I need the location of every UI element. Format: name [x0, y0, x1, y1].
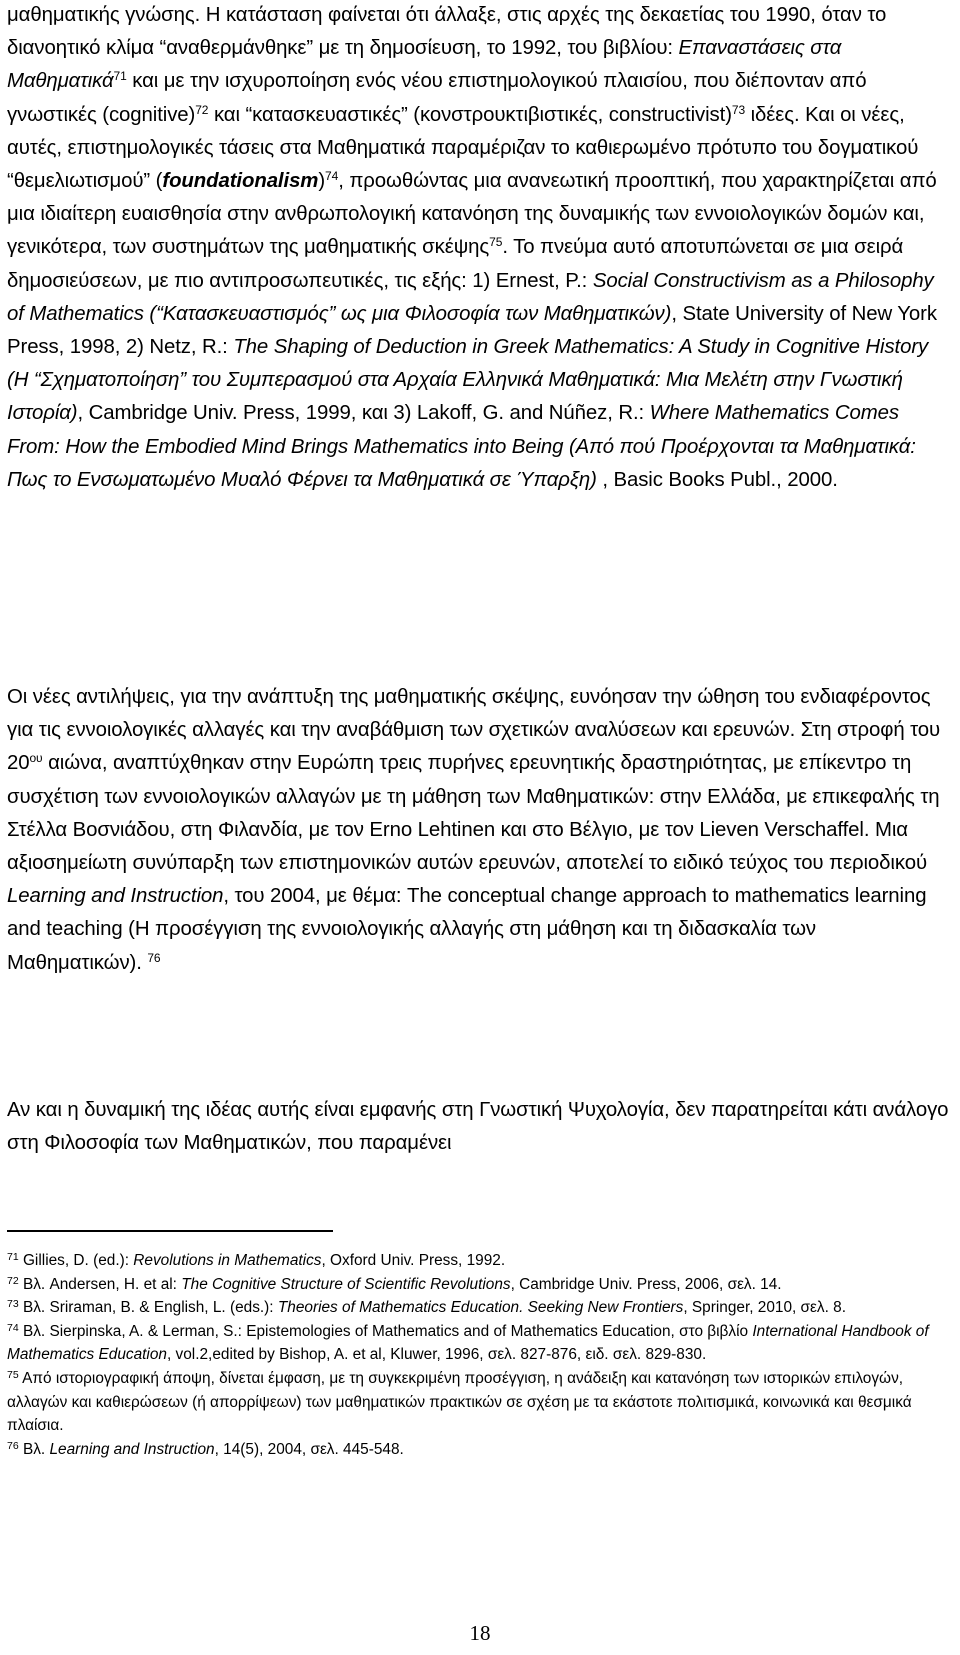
- text-run: Οι νέες αντιλήψεις, για την ανάπτυξη της μαθηματικής σκέψης, ευνόησαν την ώθηση του ενδιαφέροντος για τις εννοιολογικές αλλαγές και την αναβάθμιση των σχετικών αναλύσεων και ερευνών. Στη στροφή του 20: [7, 686, 941, 775]
- text-run: , Cambridge Univ. Press, 1999, και 3) Lakoff, G. and Núñez, R.:: [77, 402, 650, 425]
- term-foundationalism: foundationalism: [162, 170, 319, 193]
- footnote-number: 76: [7, 1439, 19, 1452]
- text-run: μαθηματικής γνώσης. Η κατάσταση φαίνεται ότι άλλαξε, στις αρχές της δεκαετίας του 1990, όταν το διανοητικό κλίμα “αναθερμάνθηκε” με τη δημοσίευση, το 1992, του βιβλίου:: [7, 4, 887, 60]
- footnote-73: [7, 1296, 952, 1320]
- footnote-76: [7, 1438, 952, 1462]
- page-number: 18: [469, 1621, 491, 1645]
- footnote-72: [7, 1273, 952, 1297]
- text-run: αιώνα, αναπτύχθηκαν στην Ευρώπη τρεις πυρήνες ερευνητικής δραστηριότητας, με επίκεντρο τη συσχέτιση των εννοιολογικών αλλαγών με τη μάθηση των Μαθηματικών: στην Ελλάδα, με επικεφαλής τη Στέλλα Βοσνιάδου, στη Φιλανδία, με τον Erno Lehtinen και στο Βέλγιο, με τον Lieven Verschaffel. Μια αξιοσημείωτη συνύπαρξη των επιστημονικών αυτών ερευνών, αποτελεί το ειδικό τεύχος του περιοδικού: [7, 752, 940, 875]
- footnote-75: [7, 1367, 952, 1438]
- footnote-text: Βλ. Sriraman, B. & English, L. (eds.):: [18, 1299, 278, 1317]
- footnote-text: Βλ. Andersen, H. et al:: [18, 1275, 182, 1293]
- text-run: Αν και η δυναμική της ιδέας αυτής είναι εμφανής στη Γνωστική Ψυχολογία, δεν παρατηρείται κάτι ανάλογο στη Φιλοσοφία των Μαθηματικών, που παραμένει: [7, 1099, 949, 1155]
- footnote-text: Gillies, D. (ed.):: [18, 1252, 134, 1269]
- text-run: , προωθώντας μια ανανεωτική προοπτική, που χαρακτηρίζεται από μια ιδιαίτερη ευαισθησία στην ανθρωπολογική κατανόηση της δυναμικής των εννοιολογικών δομών και, γενικότερα, των συστημάτων της μαθηματικής σκέψης: [7, 170, 937, 259]
- footnote-ref-74[interactable]: 74: [325, 169, 339, 184]
- footnote-text: , 14(5), 2004, σελ. 445-548.: [214, 1440, 404, 1458]
- book-title-italic: Social Constructivism as a Philosophy of Mathematics (“Κατασκευαστισμός” ως μια Φιλοσοφία των Μαθηματικών): [7, 269, 934, 325]
- footnote-separator: [7, 1230, 333, 1232]
- text-run: και με την ισχυροποίηση ενός νέου επιστημολογικού πλαισίου, που διέπονταν από γνωστικές (cognitive): [7, 70, 867, 126]
- footnote-title-italic: The Cognitive Structure of Scientific Revolutions: [181, 1275, 511, 1293]
- footnote-title-italic: Revolutions in Mathematics: [133, 1252, 322, 1269]
- book-title-italic: Where Mathematics Comes From: How the Embodied Mind Brings Mathematics into Being (Από πού Προέρχονται τα Μαθηματικά: Πως το Ενσωματωμένο Μυαλό Φέρνει τα Μαθηματικά σε Ύπαρξη): [7, 402, 916, 491]
- text-run: ): [318, 170, 326, 193]
- footnotes-section: [7, 1249, 952, 1461]
- text-run: ιδέες. Και οι νέες, αυτές, επιστημολογικές τάσεις στα Μαθηματικά παραμέριζαν το καθιερωμένο πρότυπο του δογματικού “θεμελιωτισμού” (: [7, 103, 919, 193]
- footnote-text: , Oxford Univ. Press, 1992.: [321, 1252, 506, 1269]
- journal-title-italic: Learning and Instruction: [7, 885, 224, 908]
- footnote-text: , Springer, 2010, σελ. 8.: [683, 1299, 847, 1317]
- body-paragraph-2: [7, 681, 952, 980]
- text-run: . Το πνεύμα αυτό αποτυπώνεται σε μια σειρά δημοσιεύσεων, με πιο αντιπροσωπευτικές, τις εξής: 1) Ernest, P.:: [7, 236, 904, 292]
- ordinal-superscript: ου: [29, 751, 43, 766]
- footnote-text: Βλ.: [18, 1440, 50, 1458]
- footnote-ref-73[interactable]: 73: [731, 102, 746, 117]
- footnote-number: 71: [7, 1251, 19, 1263]
- footnote-ref-75[interactable]: 75: [489, 235, 503, 250]
- footnote-ref-72[interactable]: 72: [195, 102, 209, 117]
- text-run: , του 2004, με θέμα: The conceptual change approach to mathematics learning and teaching (Η προσέγγιση της εννοιολογικής αλλαγής στη μάθηση και τη διδασκαλία των Μαθηματικών).: [7, 885, 927, 974]
- footnote-text: , Cambridge Univ. Press, 2006, σελ. 14.: [510, 1275, 782, 1293]
- footnote-text: Από ιστοριογραφική άποψη, δίνεται έμφαση, με τη συγκεκριμένη προσέγγιση, η ανάδειξη και κατανόηση των ιστορικών επιλογών, αλλαγών και καθιερώσεων (ή απορρίψεων) των μαθηματικών πρακτικών σε σχέση με τα εκάστοτε πολιτισμικά, κοινωνικά και θεσμικά πλαίσια.: [7, 1369, 912, 1435]
- footnote-number: 74: [7, 1321, 19, 1334]
- footnote-title-italic: Theories of Mathematics Education. Seeking New Frontiers: [277, 1299, 684, 1317]
- text-run: και “κατασκευαστικές” (κονστρουκτιβιστικές, constructivist): [208, 103, 732, 126]
- footnote-74: [7, 1320, 952, 1367]
- footnote-text: , vol.2,edited by Bishop, A. et al, Kluwer, 1996, σελ. 827-876, ειδ. σελ. 829-830.: [166, 1346, 707, 1364]
- text-run: , State University of New York Press, 1998, 2) Netz, R.:: [7, 302, 937, 359]
- book-title-italic: The Shaping of Deduction in Greek Mathematics: A Study in Cognitive History (Η “Σχηματοποίηση” του Συμπερασμού στα Αρχαία Ελληνικά Μαθηματικά: Μια Μελέτη στην Γνωστική Ιστορία): [7, 336, 929, 425]
- body-paragraph-3: [7, 1094, 952, 1160]
- footnote-number: 72: [7, 1274, 19, 1287]
- footnote-title-italic: Learning and Instruction: [49, 1440, 215, 1458]
- text-run: , Basic Books Publ., 2000.: [596, 468, 838, 491]
- footnote-title-italic: International Handbook of Mathematics Education: [7, 1322, 929, 1364]
- footnote-number: 75: [7, 1368, 19, 1381]
- body-paragraph-1: [7, 0, 952, 497]
- footnote-number: 73: [7, 1298, 19, 1311]
- book-title-italic: Επαναστάσεις στα Μαθηματικά: [7, 37, 842, 93]
- footnote-ref-71[interactable]: 71: [113, 69, 127, 84]
- footnote-ref-76[interactable]: 76: [147, 950, 161, 965]
- footnote-text: Βλ. Sierpinska, A. & Lerman, S.: Epistemologies of Mathematics and of Mathematics Education, στο βιβλίο: [18, 1322, 753, 1340]
- footnote-71: [7, 1249, 952, 1273]
